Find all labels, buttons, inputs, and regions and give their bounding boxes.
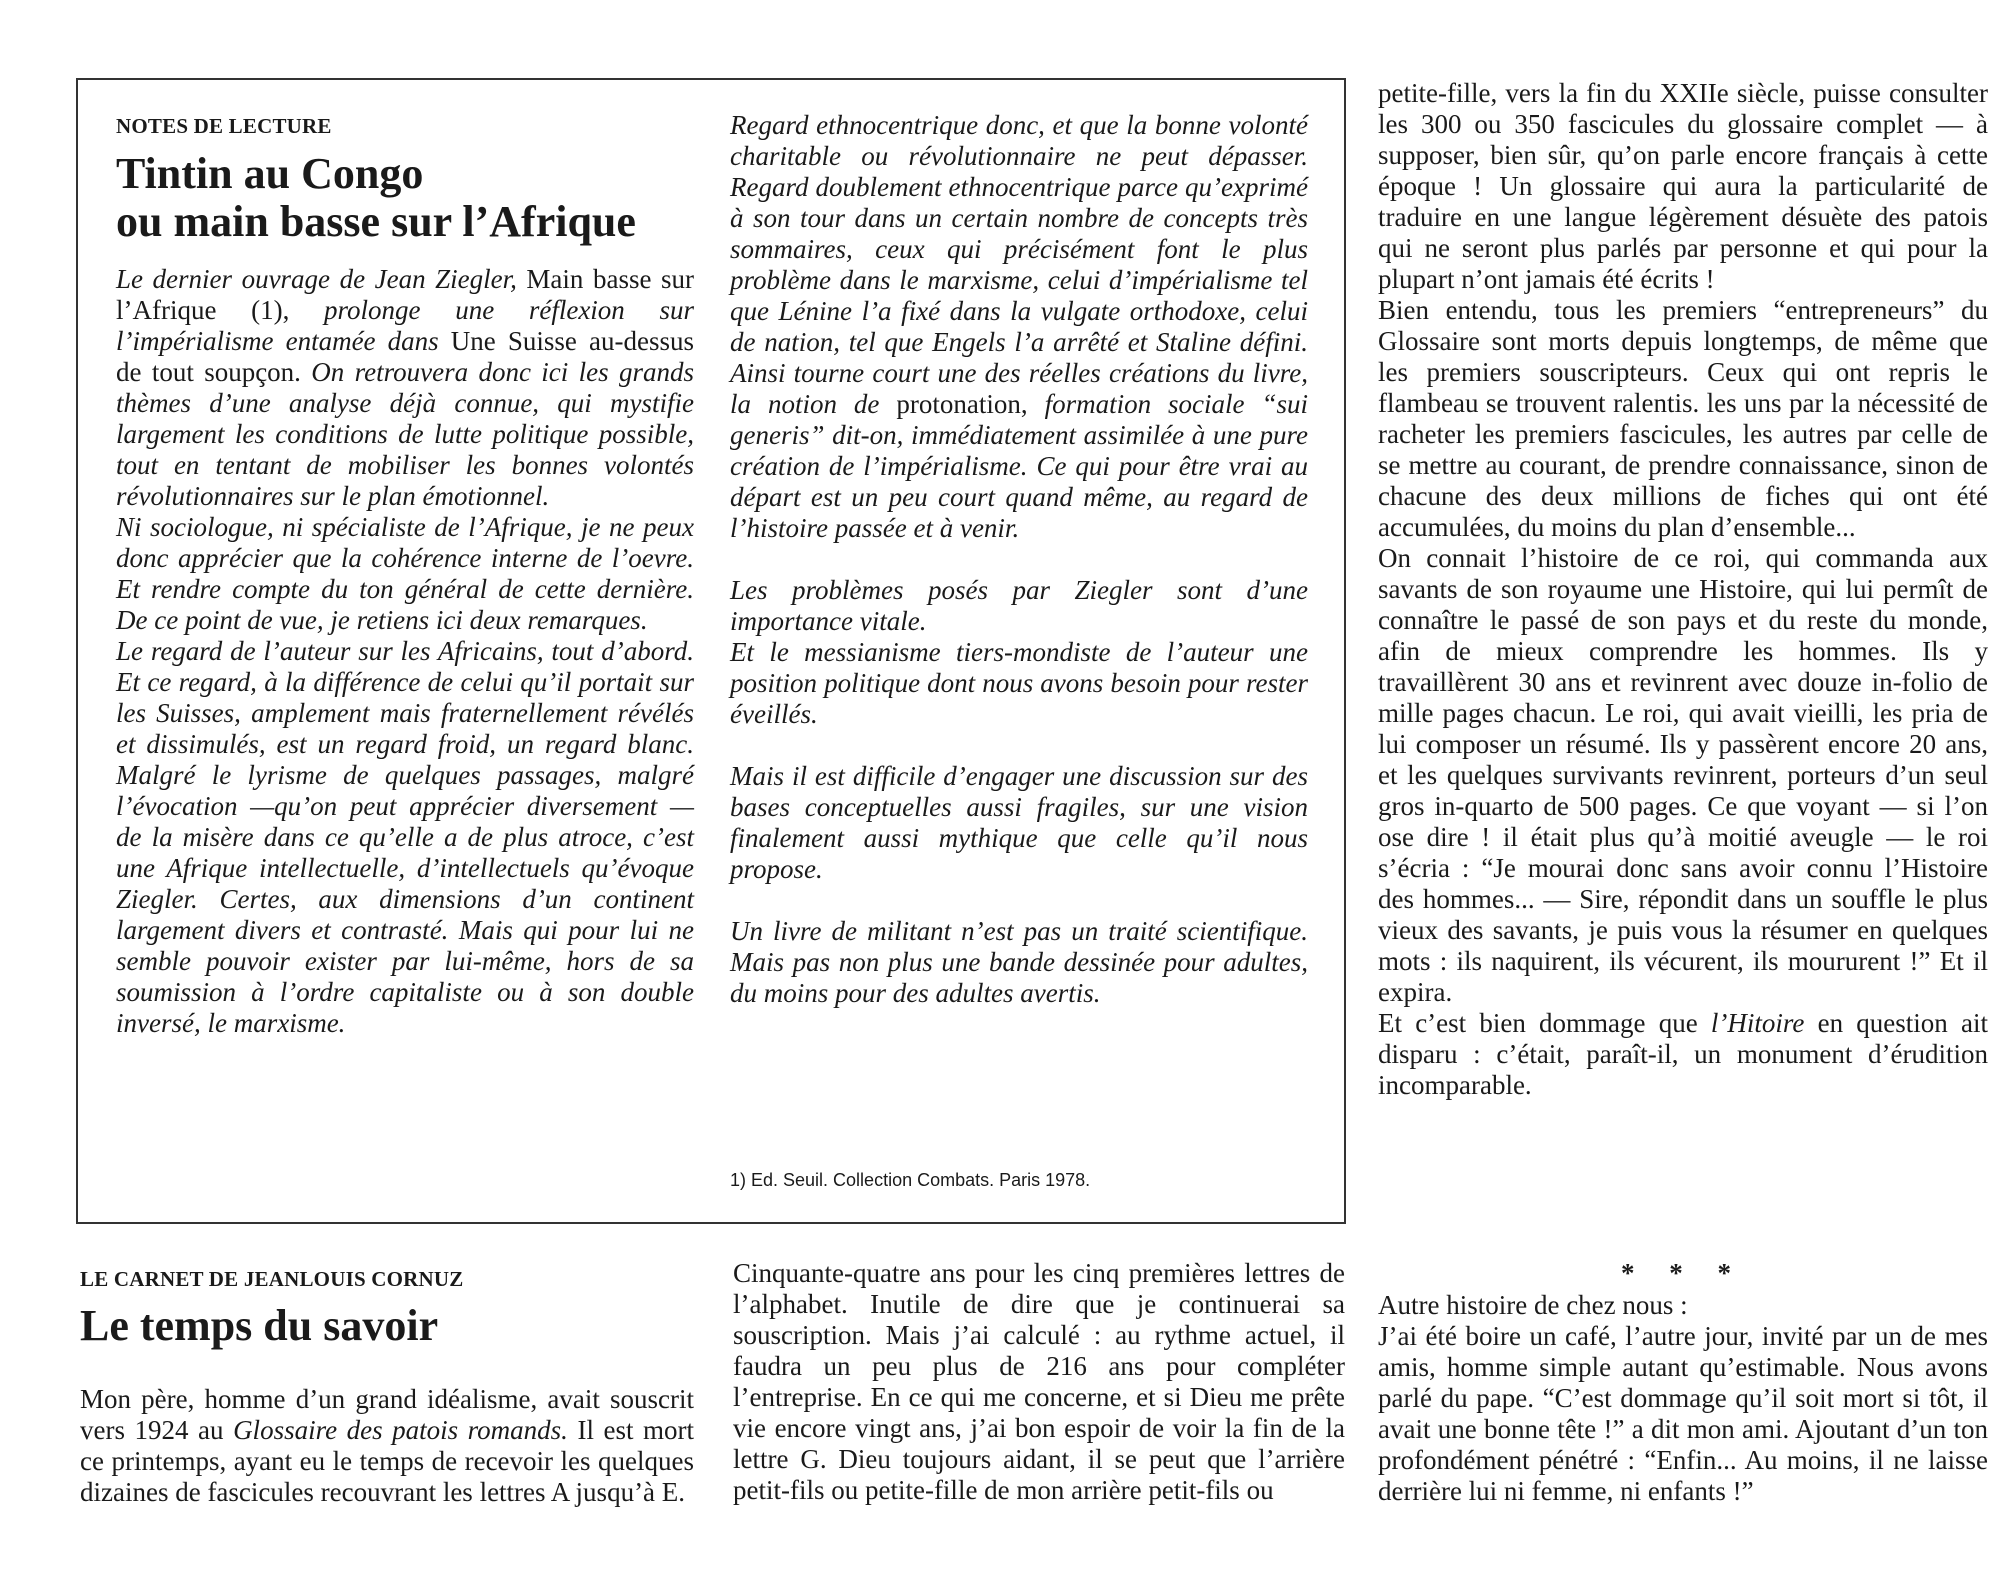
review-left-column — [116, 264, 694, 1039]
review-footnote: 1) Ed. Seuil. Collection Combats. Paris 1978. — [730, 1170, 1091, 1190]
italic-text: l’Hitoire — [1710, 1008, 1818, 1038]
paragraph — [733, 1258, 1345, 1506]
paragraph — [1378, 295, 1988, 543]
roman-text: en question ait disparu : c’était, paraît-il, un monument d’érudition incomparable. — [1378, 1008, 1988, 1100]
paragraph — [1378, 78, 1988, 295]
italic-text: Regard ethnocentrique donc, et que la bonne volonté charitable ou révolutionnaire ne peut dépasser. Regard doublement ethnocentrique parce qu’exprimé à son tour dans un certain nombre de concepts très sommaires, ceux qui précisément font le plus problème dans le marxisme, celui d’impérialisme tel que Lénine l’a fixé dans la vulgate orthodoxe, celui de nation, tel que Engels l’a arrêté et Staline défini. Ainsi tourne court une des réelles créations du livre, la notion de — [730, 110, 1308, 419]
carnet-title: Le temps du savoir — [80, 1301, 439, 1350]
carnet-column-1 — [80, 1384, 694, 1508]
paragraph — [1378, 1321, 1988, 1507]
roman-text: Autre histoire de chez nous : — [1378, 1290, 1688, 1320]
paragraph — [116, 636, 694, 1039]
review-title-line1: Tintin au Congo — [116, 149, 424, 198]
italic-text: prolonge une réflexion sur l’impérialisme entamée dans — [116, 295, 694, 356]
carnet-column-3 — [1378, 78, 1988, 1101]
italic-text: Les problèmes posés par Ziegler sont d’une importance vitale. — [730, 575, 1308, 636]
paragraph — [116, 264, 694, 512]
carnet-column-3-end — [1378, 1290, 1988, 1507]
paragraph — [1378, 1290, 1988, 1321]
section-stars: * * * — [1621, 1258, 1745, 1288]
paragraph — [1378, 543, 1988, 1008]
italic-text: Ni sociologue, ni spécialiste de l’Afrique, je ne peux donc apprécier que la cohérence interne de l’oevre. Et rendre compte du ton général de cette dernière. De ce point de vue, je retiens ici deux remarques. — [116, 512, 694, 635]
italic-text: On retrouvera donc ici les grands thèmes d’une analyse déjà connue, qui mystifie largement les conditions de lutte politique possible, tout en tentant de mobiliser les bonnes volontés révolutionnaires sur le plan émotionnel. — [116, 357, 695, 511]
italic-text: formation sociale “sui generis” dit-on, immédiatement assimilée à une pure création de l’impérialisme. Ce qui pour être vrai au départ est un peu court quand même, au regard de l’histoire passée et à venir. — [730, 389, 1309, 543]
review-title-line2: ou main basse sur l’Afrique — [116, 197, 636, 246]
italic-text: Et le messianisme tiers-mondiste de l’auteur une position politique dont nous avons besoin pour rester éveillés. — [730, 637, 1308, 729]
roman-text: Et c’est bien dommage que — [1378, 1008, 1711, 1038]
italic-text: Le dernier ouvrage de Jean Ziegler, — [116, 264, 527, 294]
paragraph — [730, 575, 1308, 637]
paragraph — [730, 110, 1308, 544]
paragraph — [730, 761, 1308, 885]
roman-text: Bien entendu, tous les premiers “entrepreneurs” du Glossaire sont morts depuis longtemps, de même que les premiers souscripteurs. Ceux qui ont repris le flambeau se trouvent ralentis. les uns par la nécessité de racheter les premiers fascicules, les autres par celle de se mettre au courant, de prendre connaissance, sinon de chacune des deux millions de fiches qui ont été accumulées, du moins du plan d’ensemble... — [1378, 295, 1988, 542]
roman-text: On connait l’histoire de ce roi, qui commanda aux savants de son royaume une Histoire, qui lui permît de connaître le passé de son pays et du reste du monde, afin de mieux comprendre les hommes. Ils y travaillèrent 30 ans et revinrent avec douze in-folio de mille pages chacun. Le roi, qui avait vieilli, les pria de lui composer un résumé. Ils y passèrent encore 20 ans, et les quelques survivants revinrent, porteurs d’un seul gros in-quarto de 500 pages. Ce que voyant — si l’on ose dire ! il était plus qu’à moitié aveugle — le roi s’écria : “Je mourai donc sans avoir connu l’Histoire des hommes... — Sire, répondit dans un souffle le plus vieux des savants, je puis vous la résumer en quelques mots : ils naquirent, ils vécurent, ils moururent !” Et il expira. — [1378, 543, 1988, 1007]
roman-text: Main basse sur l’Afrique (1), — [116, 264, 694, 325]
paragraph — [80, 1384, 694, 1508]
carnet-column-2 — [733, 1258, 1345, 1506]
carnet-kicker: LE CARNET DE JEANLOUIS CORNUZ — [80, 1267, 464, 1291]
italic-text: Le regard de l’auteur sur les Africains, tout d’abord. Et ce regard, à la différence de celui qu’il portait sur les Suisses, amplement mais fraternellement révélés et dissimulés, est un regard froid, un regard blanc. Malgré le lyrisme de quelques passages, malgré l’évocation —qu’on peut apprécier diversement — de la misère dans ce qu’elle a de plus atroce, c’est une Afrique intellectuelle, d’intellectuels qu’évoque Ziegler. Certes, aux dimensions d’un continent largement divers et contrasté. Mais qui pour lui ne semble pouvoir exister par lui-même, hors de sa soumission à l’ordre capitaliste ou à son double inversé, le marxisme. — [116, 636, 694, 1038]
roman-text: protonation, — [896, 389, 1045, 419]
roman-text: Une Suisse au-dessus de tout soupçon. — [116, 326, 695, 387]
roman-text: petite-fille, vers la fin du XXIIe siècle, puisse consulter les 300 ou 350 fascicules du glossaire complet — à supposer, bien sûr, qu’on parle encore français à cette époque ! Un glossaire qui aura la particularité de traduire en une langue légèrement désuète des patois qui ne seront plus parlés par personne et qui pour la plupart n’ont jamais été écrits ! — [1378, 78, 1988, 294]
roman-text: J’ai été boire un café, l’autre jour, invité par un de mes amis, homme simple autant qu’estimable. Nous avons parlé du pape. “C’est dommage qu’il soit mort si tôt, il avait une bonne tête !” a dit mon ami. Ajoutant d’un ton profondément pénétré : “Enfin... Au moins, il ne laisse derrière lui ni femme, ni enfants !” — [1378, 1321, 1988, 1506]
roman-text: Cinquante-quatre ans pour les cinq premières lettres de l’alphabet. Inutile de dire que je continuerai sa souscription. Mais j’ai calculé : au rythme actuel, il faudra un peu plus de 216 ans pour compléter l’entreprise. En ce qui me concerne, et si Dieu me prête vie encore vingt ans, j’ai bon espoir de voir la fin de la lettre G. Dieu toujours aidant, il se peut que l’arrière petit-fils ou petite-fille de mon arrière petit-fils ou — [733, 1258, 1345, 1505]
paragraph — [1378, 1008, 1988, 1101]
paragraph — [730, 637, 1308, 730]
italic-text: Mais il est difficile d’engager une discussion sur des bases conceptuelles aussi fragiles, sur une vision finalement aussi mythique que celle qu’il nous propose. — [730, 761, 1308, 884]
paragraph — [730, 916, 1308, 1009]
italic-text: Un livre de militant n’est pas un traité scientifique. Mais pas non plus une bande dessinée pour adultes, du moins pour des adultes avertis. — [730, 916, 1308, 1008]
review-kicker: NOTES DE LECTURE — [116, 114, 332, 138]
italic-text: Glossaire des patois romands. — [233, 1415, 578, 1445]
roman-text: Il est mort ce printemps, ayant eu le temps de recevoir les quelques dizaines de fascicules recouvrant les lettres A jusqu’à E. — [80, 1415, 694, 1507]
paragraph — [116, 512, 694, 636]
roman-text: Mon père, homme d’un grand idéalisme, avait souscrit vers 1924 au — [80, 1384, 694, 1445]
review-right-column — [730, 110, 1308, 1009]
